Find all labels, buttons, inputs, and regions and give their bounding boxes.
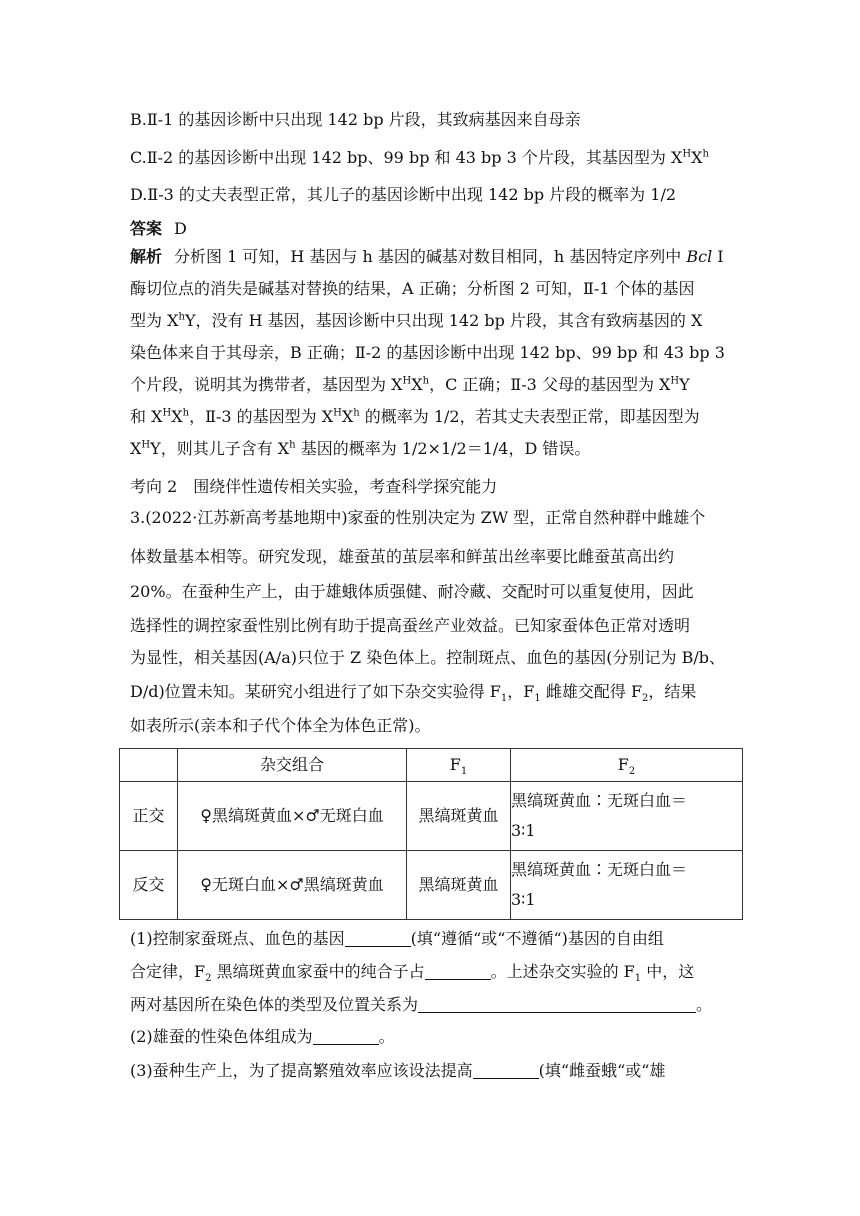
cross-type: 正交 [120, 782, 178, 851]
analysis-line-2: 酶切位点的消失是碱基对替换的结果，A 正确；分析图 2 可知，Ⅱ-1 个体的基因 [130, 279, 695, 298]
question-line-6: D/d)位置未知。某研究小组进行了如下杂交实验得 $F_1$，$F_1$ 雌雄交配得 $F_2$，结果 [130, 682, 697, 705]
answer-blank[interactable] [313, 1028, 379, 1045]
option-c: C.Ⅱ-2 的基因诊断中出现 142 bp、99 bp 和 43 bp 3 个片段，其基因型为 $X^HX^h$ [130, 148, 709, 167]
subquestion-3: (3)蚕种生产上，为了提高繁殖效率应该设法提高 (填“雌蚕蛾“或“雄 [130, 1061, 666, 1080]
answer-label: 答案 [130, 219, 163, 238]
f1-phenotype: 黑缟斑黄血 [407, 851, 511, 920]
answer-value: D [174, 219, 187, 238]
option-b: B.Ⅱ-1 的基因诊断中只出现 142 bp 片段，其致病基因来自母亲 [130, 110, 581, 129]
analysis-line-6: 和 $X^HX^h$，Ⅱ-3 的基因型为 $X^HX^h$ 的概率为 1/2，若其丈夫表型正常，即基因型为 [130, 407, 700, 426]
cross-parents: ♀黑缟斑黄血×♂无斑白血 [178, 782, 407, 851]
table-header-row [120, 749, 743, 782]
question-line-2: 体数量基本相等。研究发现，雄蚕茧的茧层率和鲜茧出丝率要比雌蚕茧高出约 [130, 547, 675, 566]
cross-parents: ♀无斑白血×♂黑缟斑黄血 [178, 851, 407, 920]
f2-ratio: 黑缟斑黄血∶无斑白血＝ 3∶1 [511, 782, 743, 851]
cross-type: 反交 [120, 851, 178, 920]
f2-ratio: 黑缟斑黄血∶无斑白血＝ 3∶1 [511, 851, 743, 920]
table-row [120, 851, 743, 920]
header-empty [120, 749, 178, 782]
subquestion-1-line-1: (1)控制家蚕斑点、血色的基因 (填“遵循“或“不遵循“)基因的自由组 [130, 929, 664, 948]
f1-phenotype: 黑缟斑黄血 [407, 782, 511, 851]
header-f2: $F_2$ [511, 749, 743, 782]
analysis-line-7: $X^HY$，则其儿子含有 $X^h$ 基因的概率为 1/2×1/2＝1/4，D 错误。 [130, 439, 591, 458]
answer-blank[interactable] [473, 1062, 539, 1079]
analysis-line-1: 解析 分析图 1 可知，H 基因与 h 基因的碱基对数目相同，h 基因特定序列中 Bcl Ⅰ [130, 247, 724, 266]
analysis-line-3: 型为 $X^hY$，没有 H 基因，基因诊断中只出现 142 bp 片段，其含有致病基因的 X [130, 311, 703, 330]
question-line-1: 3.(2022·江苏新高考基地期中)家蚕的性别决定为 ZW 型，正常自然种群中雌雄个 [130, 508, 706, 527]
answer [130, 218, 187, 240]
header-cross: 杂交组合 [178, 749, 407, 782]
option-d: D.Ⅱ-3 的丈夫表型正常，其儿子的基因诊断中出现 142 bp 片段的概率为 1/2 [130, 185, 677, 204]
subquestion-1-line-2: 合定律，$F_2$ 黑缟斑黄血家蚕中的纯合子占 。上述杂交实验的 $F_1$ 中，这 [130, 962, 695, 985]
header-f1: $F_1$ [407, 749, 511, 782]
question-line-4: 选择性的调控家蚕性别比例有助于提高蚕丝产业效益。已知家蚕体色正常对透明 [130, 616, 691, 635]
analysis-line-5: 个片段，说明其为携带者，基因型为 $X^HX^h$，C 正确；Ⅱ-3 父母的基因型为 $X^HY$ [130, 375, 690, 394]
answer-blank[interactable] [425, 963, 491, 980]
answer-blank[interactable] [345, 930, 411, 947]
table-row [120, 782, 743, 851]
question-line-3: 20%。在蚕种生产上，由于雄蛾体质强健、耐冷藏、交配时可以重复使用，因此 [130, 582, 694, 601]
subquestion-1-line-3: 两对基因所在染色体的类型及位置关系为 。 [130, 995, 713, 1014]
question-line-7: 如表所示(亲本和子代个体全为体色正常)。 [130, 716, 431, 735]
section-heading: 考向 2 围绕伴性遗传相关实验，考查科学探究能力 [130, 477, 498, 496]
answer-blank[interactable] [418, 996, 696, 1013]
subquestion-2: (2)雄蚕的性染色体组成为 。 [130, 1027, 395, 1046]
analysis-label: 解析 [130, 247, 163, 266]
analysis-line-4: 染色体来自于其母亲，B 正确；Ⅱ-2 的基因诊断中出现 142 bp、99 bp 和 43 bp 3 [130, 343, 725, 362]
cross-results-table [119, 748, 743, 920]
question-line-5: 为显性，相关基因(A/a)只位于 Z 染色体上。控制斑点、血色的基因(分别记为 B/b、 [130, 648, 725, 667]
